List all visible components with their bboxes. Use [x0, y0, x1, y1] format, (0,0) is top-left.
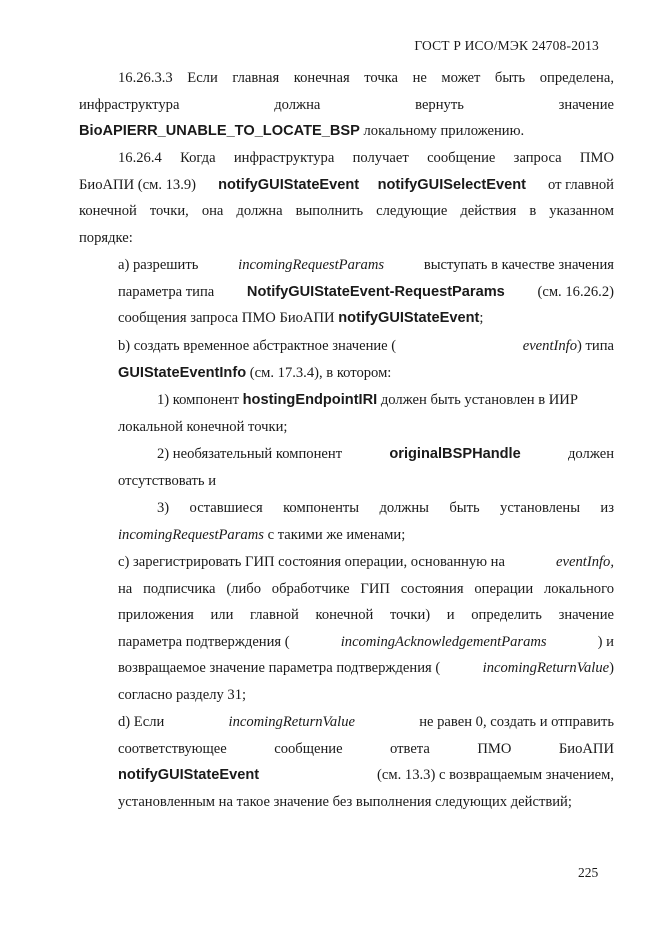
text-fragment: сообщения запроса ПМО БиоАПИ: [118, 310, 339, 327]
text-line: [118, 441, 614, 468]
text-line: [118, 279, 614, 306]
text-line: [118, 549, 614, 576]
text-line: инфраструктура должна вернуть значение: [79, 96, 614, 113]
text-line: [118, 333, 614, 360]
list-item-a: [118, 252, 614, 332]
text-line: [118, 709, 614, 736]
text-fragment: должен: [564, 446, 614, 462]
text-fragment: возвращаемое значение параметра подтверждения (: [118, 660, 441, 677]
param-name: eventInfo: [522, 338, 578, 354]
sub-item-2: [118, 441, 614, 494]
list-item-c: [118, 549, 614, 709]
method-name: notifyGUIStateEvent: [218, 176, 360, 193]
sub-item-3: [118, 495, 614, 548]
text-fragment: выступать в качестве значения: [420, 257, 614, 273]
text-line: отсутствовать и: [118, 472, 217, 489]
component-name: hostingEndpointIRI: [242, 392, 378, 408]
text-fragment: (см. 17.3.4), в котором:: [246, 364, 392, 381]
param-name: incomingReturnValue: [482, 660, 610, 677]
text-fragment: параметра подтверждения (: [118, 633, 290, 650]
text-line: [79, 172, 614, 199]
text-fragment: ) типа: [577, 338, 614, 354]
paragraph-16-26-3-3: [79, 65, 614, 145]
param-name: incomingRequestParams: [118, 526, 264, 543]
text-line: 16.26.4 Когда инфраструктура получает сообщение запроса ПМО: [118, 150, 614, 166]
text-line: [118, 762, 614, 789]
text-fragment: БиоАПИ (см. 13.9): [79, 176, 200, 193]
type-name: GUIStateEventInfo: [118, 364, 247, 381]
text-fragment: локальному приложению.: [359, 123, 525, 140]
text-line: порядке:: [79, 229, 133, 246]
param-name: eventInfo,: [556, 554, 614, 570]
text-line: [118, 252, 614, 279]
text-fragment: ) и: [597, 633, 614, 650]
method-name: notifyGUISelectEvent: [377, 176, 526, 193]
param-name: incomingAcknowledgementParams: [340, 633, 547, 650]
text-fragment: (см. 13.3) с возвращаемым значением,: [373, 767, 614, 784]
text-line: [118, 305, 614, 332]
text-line: 3) оставшиеся компоненты должны быть установлены из: [157, 500, 614, 516]
text-line: [118, 522, 614, 549]
page-header-standard: ГОСТ Р ИСО/МЭК 24708-2013: [414, 38, 599, 53]
text-fragment: не равен 0, создать и отправить: [415, 714, 614, 730]
text-line: [118, 387, 614, 414]
text-fragment: с такими же именами;: [263, 526, 406, 543]
text-line: [118, 655, 614, 682]
text-fragment: [483, 655, 614, 682]
sub-item-1: [118, 387, 614, 440]
text-line: [118, 629, 614, 656]
page-number: 225: [578, 865, 599, 880]
param-name: incomingReturnValue: [228, 714, 355, 730]
text-fragment: параметра типа: [118, 283, 218, 300]
text-fragment: от главной: [544, 176, 614, 193]
text-fragment: 2) необязательный компонент: [157, 446, 346, 462]
text-fragment: d) Если: [118, 714, 168, 730]
list-item-d: [118, 709, 614, 815]
method-name: notifyGUIStateEvent: [118, 767, 260, 784]
text-line: соответствующее сообщение ответа ПМО БиоАПИ: [118, 740, 614, 757]
text-fragment: (см. 16.26.2): [533, 283, 614, 300]
text-fragment: должен быть установлен в ИИР: [377, 392, 578, 408]
text-line: [79, 118, 614, 145]
text-line: согласно разделу 31;: [118, 686, 247, 703]
text-fragment: а) разрешить: [118, 257, 203, 273]
text-line: на подписчика (либо обработчике ГИП состояния операции локального: [118, 580, 614, 597]
text-fragment: ): [609, 660, 614, 677]
text-line: приложения или главной конечной точки) и определить значение: [118, 607, 614, 624]
param-name: incomingRequestParams: [238, 257, 385, 273]
text-fragment: ;: [479, 310, 484, 327]
method-name: notifyGUIStateEvent: [338, 310, 480, 327]
error-code: BioAPIERR_UNABLE_TO_LOCATE_BSP: [79, 123, 360, 140]
type-name: NotifyGUIStateEvent-RequestParams: [246, 283, 505, 300]
text-line: [118, 360, 614, 387]
text-fragment: [523, 333, 614, 360]
text-line: установленным на такое значение без выполнения следующих действий;: [118, 793, 572, 810]
paragraph-16-26-4: [79, 145, 614, 251]
text-fragment: b) создать временное абстрактное значение (: [118, 338, 397, 354]
text-line: конечной точки, она должна выполнить следующие действия в указанном: [79, 203, 614, 220]
text-line: 16.26.3.3 Если главная конечная точка не может быть определена,: [118, 70, 614, 86]
text-fragment: с) зарегистрировать ГИП состояния операции, основанную на: [118, 554, 509, 570]
list-item-b: [118, 333, 614, 386]
text-line: локальной конечной точки;: [118, 418, 288, 435]
component-name: originalBSPHandle: [389, 446, 521, 462]
text-fragment: 1) компонент: [157, 392, 243, 408]
